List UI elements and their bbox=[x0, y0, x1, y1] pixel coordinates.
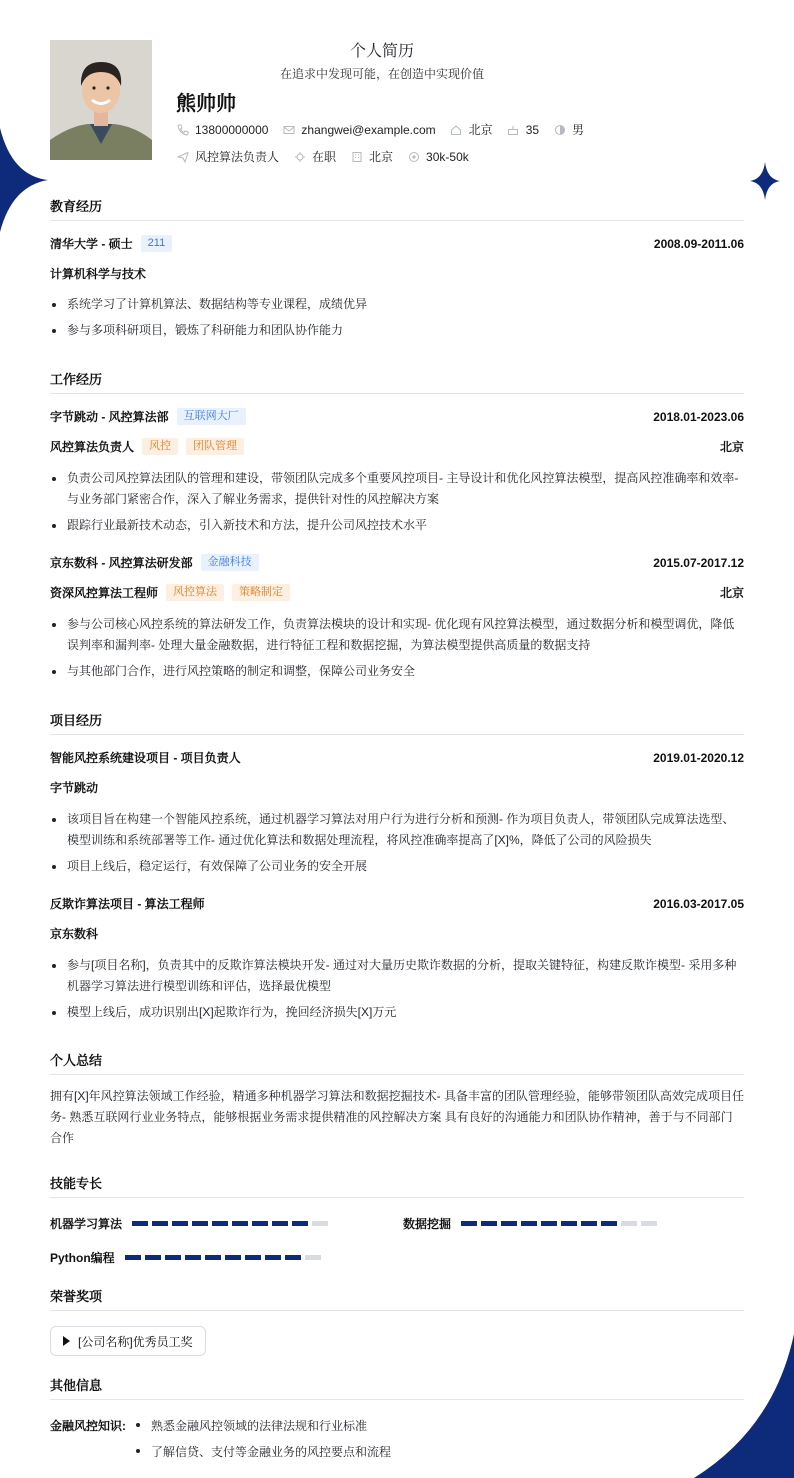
role-name: 资深风控算法工程师 bbox=[50, 586, 159, 600]
list-item: 负责公司风控算法团队的管理和建设，带领团队完成多个重要风控项目- 主导设计和优化风控算法模型，提高风控准确率和效率- 与业务部门紧密合作，深入了解业务需求，提供针对性的风控解决方案 bbox=[50, 468, 744, 510]
gender-info bbox=[553, 121, 584, 138]
skill-level-segment bbox=[305, 1255, 321, 1260]
section-title: 其他信息 bbox=[50, 1378, 103, 1393]
work-city-info bbox=[350, 148, 393, 165]
document-motto: 在追求中发现可能，在创造中实现价值 bbox=[279, 67, 484, 81]
age-text: 35 bbox=[525, 122, 540, 137]
phone-info bbox=[176, 123, 268, 137]
role-tag: 风控 bbox=[142, 438, 178, 455]
company-tag: 金融科技 bbox=[201, 554, 259, 571]
sparkle-star-icon bbox=[750, 162, 780, 200]
work-city-text: 北京 bbox=[369, 150, 394, 164]
skill-level-segment bbox=[145, 1255, 161, 1260]
list-item: 该项目旨在构建一个智能风控系统，通过机器学习算法对用户行为进行分析和预测- 作为项目负责人，带领团队完成算法选型、模型训练和系统部署等工作- 通过优化算法和数据处理流程，将风控准确率提高了[X]%，降低了公司的风险损失 bbox=[50, 809, 744, 851]
position-text: 风控算法负责人 bbox=[195, 150, 280, 164]
section-title: 项目经历 bbox=[50, 713, 103, 728]
skill-level-bar bbox=[132, 1221, 332, 1226]
candidate-name: 熊帅帅 bbox=[176, 93, 236, 115]
section-divider bbox=[50, 1310, 744, 1311]
project-header-row bbox=[50, 895, 744, 912]
section-title: 工作经历 bbox=[50, 372, 103, 387]
skill-level-segment bbox=[152, 1221, 168, 1226]
coin-icon bbox=[407, 150, 420, 163]
school-tag: 211 bbox=[141, 235, 173, 252]
skill-level-segment bbox=[521, 1221, 537, 1226]
work-company-row bbox=[50, 408, 744, 425]
skill-level-segment bbox=[125, 1255, 141, 1260]
list-item: 模型上线后，成功识别出[X]起欺诈行为，挽回经济损失[X]万元 bbox=[50, 1002, 744, 1023]
resume-content bbox=[50, 0, 745, 1459]
skill-level-segment bbox=[185, 1255, 201, 1260]
skill-level-segment bbox=[292, 1221, 308, 1226]
work-company-row bbox=[50, 554, 744, 571]
skill-level-segment bbox=[501, 1221, 517, 1226]
project-header-row bbox=[50, 749, 744, 766]
skill-name: 数据挖掘 bbox=[403, 1217, 452, 1231]
skill-item bbox=[50, 1249, 325, 1266]
honors-section bbox=[50, 1287, 744, 1311]
section-divider bbox=[50, 220, 744, 221]
skill-name: Python编程 bbox=[50, 1251, 115, 1265]
work-date: 2015.07-2017.12 bbox=[653, 555, 744, 570]
summary-section bbox=[50, 1051, 744, 1075]
work-location: 北京 bbox=[719, 586, 744, 600]
skill-level-segment bbox=[461, 1221, 477, 1226]
skill-level-segment bbox=[621, 1221, 637, 1226]
skill-level-segment bbox=[601, 1221, 617, 1226]
education-header-row bbox=[50, 235, 744, 252]
list-item: 了解信贷、支付等金融业务的风控要点和流程 bbox=[134, 1443, 391, 1460]
education-section bbox=[50, 197, 744, 221]
skill-level-segment bbox=[165, 1255, 181, 1260]
honor-text: [公司名称]优秀员工奖 bbox=[78, 1334, 193, 1349]
age-info bbox=[507, 123, 539, 137]
major-row bbox=[50, 265, 744, 282]
city-info bbox=[450, 121, 493, 138]
section-divider bbox=[50, 1399, 744, 1400]
gender-text: 男 bbox=[572, 123, 585, 137]
skill-level-segment bbox=[265, 1255, 281, 1260]
contact-info-row bbox=[176, 121, 598, 138]
project-name: 智能风控系统建设项目 - 项目负责人 bbox=[50, 751, 241, 765]
section-divider bbox=[50, 393, 744, 394]
work-role-row bbox=[50, 584, 744, 601]
work-location: 北京 bbox=[719, 440, 744, 454]
skill-level-segment bbox=[245, 1255, 261, 1260]
other-label: 金融风控知识: bbox=[50, 1419, 126, 1433]
company-name: 京东数科 - 风控算法研发部 bbox=[50, 556, 193, 570]
skill-level-segment bbox=[272, 1221, 288, 1226]
section-divider bbox=[50, 734, 744, 735]
project-org-row bbox=[50, 925, 744, 942]
home-icon bbox=[450, 123, 463, 136]
skill-level-segment bbox=[481, 1221, 497, 1226]
list-item: 系统学习了计算机算法、数据结构等专业课程，成绩优异 bbox=[50, 294, 744, 315]
role-tag: 策略制定 bbox=[232, 584, 290, 601]
project-name: 反欺诈算法项目 - 算法工程师 bbox=[50, 897, 205, 911]
major-name: 计算机科学与技术 bbox=[50, 267, 147, 281]
email-info bbox=[282, 123, 435, 137]
skill-level-segment bbox=[212, 1221, 228, 1226]
skill-level-segment bbox=[172, 1221, 188, 1226]
status-icon bbox=[293, 150, 306, 163]
role-tag: 风控算法 bbox=[166, 584, 224, 601]
section-divider bbox=[50, 1197, 744, 1198]
section-title: 荣誉奖项 bbox=[50, 1289, 103, 1304]
skill-level-bar bbox=[461, 1221, 661, 1226]
section-title: 个人总结 bbox=[50, 1053, 103, 1068]
skill-name: 机器学习算法 bbox=[50, 1217, 123, 1231]
skill-level-bar bbox=[125, 1255, 325, 1260]
education-date: 2008.09-2011.06 bbox=[653, 236, 744, 251]
company-tag: 互联网大厂 bbox=[177, 408, 246, 425]
list-item: 与其他部门合作，进行风控策略的制定和调整，保障公司业务安全 bbox=[50, 661, 744, 682]
status-info bbox=[293, 148, 336, 165]
work-date: 2018.01-2023.06 bbox=[653, 409, 744, 424]
role-tag: 团队管理 bbox=[186, 438, 244, 455]
skill-level-segment bbox=[192, 1221, 208, 1226]
section-divider bbox=[50, 1074, 744, 1075]
building-icon bbox=[350, 150, 363, 163]
resume-header bbox=[50, 0, 744, 180]
skill-level-segment bbox=[285, 1255, 301, 1260]
cake-icon bbox=[507, 123, 520, 136]
status-text: 在职 bbox=[312, 150, 337, 164]
project-date: 2019.01-2020.12 bbox=[653, 750, 744, 765]
skill-level-segment bbox=[132, 1221, 148, 1226]
skills-section bbox=[50, 1174, 744, 1198]
skill-level-segment bbox=[581, 1221, 597, 1226]
school-name: 清华大学 - 硕士 bbox=[50, 237, 133, 251]
list-item: 项目上线后，稳定运行，有效保障了公司业务的安全开展 bbox=[50, 856, 744, 877]
skill-level-segment bbox=[252, 1221, 268, 1226]
phone-icon bbox=[176, 123, 189, 136]
phone-text: 13800000000 bbox=[195, 122, 269, 137]
skill-level-segment bbox=[225, 1255, 241, 1260]
mail-icon bbox=[282, 123, 295, 136]
skill-level-segment bbox=[312, 1221, 328, 1226]
skill-level-segment bbox=[561, 1221, 577, 1226]
skill-level-segment bbox=[232, 1221, 248, 1226]
skill-item bbox=[50, 1215, 332, 1232]
company-name: 字节跳动 - 风控算法部 bbox=[50, 410, 169, 424]
salary-info bbox=[407, 150, 469, 164]
section-title: 技能专长 bbox=[50, 1176, 103, 1191]
email-text: zhangwei@example.com bbox=[301, 122, 436, 137]
skill-level-segment bbox=[541, 1221, 557, 1226]
work-section bbox=[50, 370, 744, 394]
projects-section bbox=[50, 711, 744, 735]
work-role-row bbox=[50, 438, 744, 455]
salary-text: 30k-50k bbox=[426, 149, 469, 164]
list-item: 跟踪行业最新技术动态，引入新技术和方法，提升公司风控技术水平 bbox=[50, 515, 744, 536]
gender-icon bbox=[553, 123, 566, 136]
list-item: 参与[项目名称]，负责其中的反欺诈算法模块开发- 通过对大量历史欺诈数据的分析，提取关键特征，构建反欺诈模型- 采用多种机器学习算法进行模型训练和评估，选择最优模型 bbox=[50, 955, 744, 997]
skill-level-segment bbox=[641, 1221, 657, 1226]
honor-item[interactable] bbox=[50, 1326, 206, 1356]
list-item: 参与多项科研项目，锻炼了科研能力和团队协作能力 bbox=[50, 320, 744, 341]
list-item: 参与公司核心风控系统的算法研发工作，负责算法模块的设计和实现- 优化现有风控算法模型，通过数据分析和模型调优，降低误判率和漏判率- 处理大量金融数据，进行特征工程和数据挖掘，为算法模型提供高质量的数据支持 bbox=[50, 614, 744, 656]
job-info-row bbox=[176, 148, 483, 165]
section-title: 教育经历 bbox=[50, 199, 103, 214]
position-info bbox=[176, 148, 279, 165]
project-org: 字节跳动 bbox=[50, 781, 99, 795]
send-icon bbox=[176, 150, 189, 163]
city-text: 北京 bbox=[468, 123, 493, 137]
list-item: 熟悉金融风控领域的法律法规和行业标准 bbox=[134, 1417, 367, 1434]
play-triangle-icon bbox=[63, 1336, 70, 1346]
summary-text: 拥有[X]年风控算法领域工作经验，精通多种机器学习算法和数据挖掘技术- 具备丰富的团队管理经验，能够带领团队高效完成项目任务- 熟悉互联网行业业务特点，能够根据业务需求提供精准的风控解决方案 具有良好的沟通能力和团队协作精神，善于与不同部门合作 bbox=[50, 1089, 745, 1145]
project-org-row bbox=[50, 779, 744, 796]
project-org: 京东数科 bbox=[50, 927, 99, 941]
document-title: 个人简历 bbox=[349, 43, 414, 60]
skill-level-segment bbox=[205, 1255, 221, 1260]
project-date: 2016.03-2017.05 bbox=[653, 896, 744, 911]
role-name: 风控算法负责人 bbox=[50, 440, 135, 454]
other-section bbox=[50, 1376, 744, 1400]
skill-item bbox=[403, 1215, 661, 1232]
